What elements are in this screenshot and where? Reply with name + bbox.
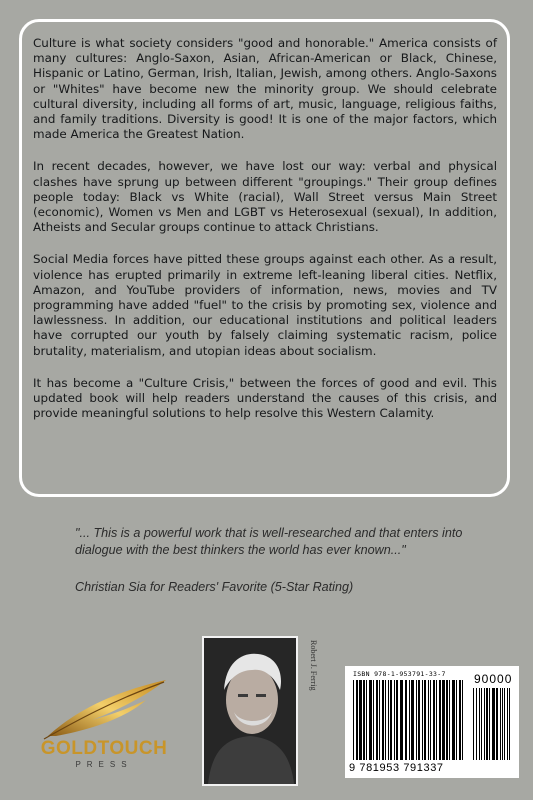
logo-wordmark: GOLDTOUCH — [40, 738, 168, 759]
ean-bars — [353, 680, 465, 760]
publisher-logo — [34, 676, 174, 772]
review-attribution: Christian Sia for Readers' Favorite (5-Star Rating) — [75, 580, 354, 594]
blurb-paragraph: It has become a "Culture Crisis," between the forces of good and evil. This updated book will help readers understand the causes of this crisis, and provide meaningful solutions to help resolve this Western Calamity. — [33, 375, 497, 421]
price-bars — [473, 688, 513, 760]
blurb-paragraph: Culture is what society considers "good and honorable." America consists of many cultures: Anglo-Saxon, Asian, African-American or Black, Chinese, Hispanic or Latino, German, Irish, Italian, Jewish, among others. Anglo-Saxons or "Whites" have become new the minority group. We should celebrate cultural diversity, including all forms of art, music, language, religious faiths, and family traditions. Diversity is good! It is one of the major factors, which made America the Greatest Nation. — [33, 36, 497, 142]
logo-subtext: PRESS — [75, 760, 133, 769]
ean-digits: 9 781953 791337 — [349, 762, 444, 774]
blurb-paragraph: Social Media forces have pitted these groups against each other. As a result, violence has erupted primarily in extreme left-leaning liberal cities. Netflix, Amazon, and YouTube providers of information, news, movies and TV programming have added "fuel" to the crisis by promoting sex, violence and lawlessness. In addition, our educational institutions and political leaders have corrupted our youth by falsely claiming systematic racism, police brutality, materialism, and utopian ideas about socialism. — [33, 252, 497, 358]
price-code: 90000 — [474, 672, 513, 686]
barcode — [345, 666, 519, 778]
blurb-frame — [19, 19, 510, 497]
author-photo — [202, 636, 298, 786]
isbn-label: ISBN 978-1-953791-33-7 — [353, 670, 446, 678]
review-quote: "... This is a powerful work that is well-researched and that enters into dialogue with the best thinkers the world has ever known..." — [75, 526, 463, 557]
blurb-paragraph: In recent decades, however, we have lost our way: verbal and physical clashes have sprung up between different "groupings." Their group defines people today: Black vs White (racial), Wall Street versus Main Street (economic), Women vs Men and LGBT vs Heterosexual (sexual), In addition, Atheists and Secular groups continue to attack Christians. — [33, 159, 497, 235]
photo-credit: Robert J. Ferrig — [309, 640, 318, 691]
feather-icon — [34, 676, 174, 740]
